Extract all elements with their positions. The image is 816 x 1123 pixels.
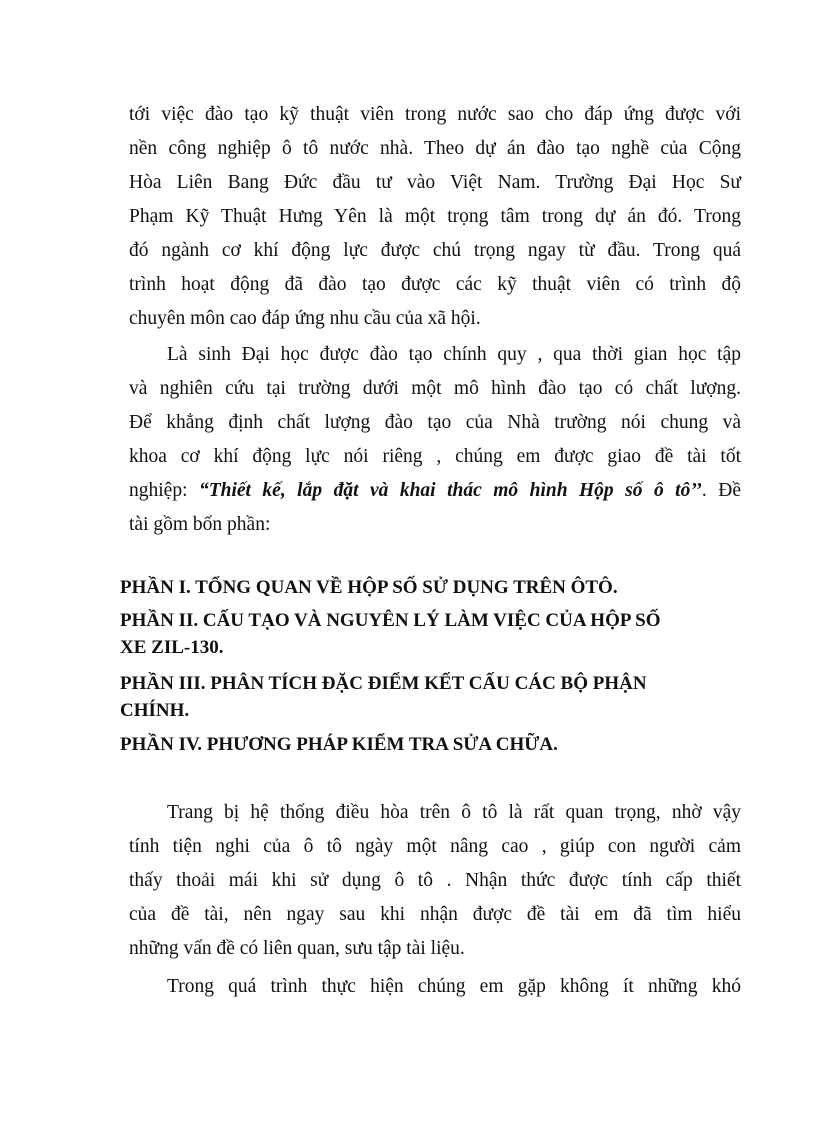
final-paragraph: [129, 970, 741, 1004]
paragraph-line: Là sinh Đại học được đào tạo chính quy , qua thời gian học tập: [167, 344, 741, 365]
intro-paragraph: [129, 98, 741, 338]
paragraph-line: Trong quá trình thực hiện chúng em gặp không ít những khó: [167, 976, 741, 997]
paragraph-line: khoa cơ khí động lực nói riêng , chúng em được giao đề tài tốt: [129, 446, 741, 467]
paragraph-line: trình hoạt động đã đào tạo được các kỹ thuật viên có trình độ: [129, 274, 741, 295]
paragraph-line: tài gồm bốn phần:: [129, 514, 271, 535]
paragraph-line: của đề tài, nên ngay sau khi nhận được đề tài em đã tìm hiểu: [129, 904, 741, 925]
paragraph-line: Phạm Kỹ Thuật Hưng Yên là một trọng tâm trong dự án đó. Trong: [129, 206, 741, 227]
paragraph-line: Trang bị hệ thống điều hòa trên ô tô là rất quan trọng, nhờ vậy: [167, 802, 741, 823]
paragraph-line: [129, 474, 741, 508]
section-heading-2-continued: XE ZIL-130.: [120, 637, 224, 658]
paragraph-line: Để khẳng định chất lượng đào tạo của Nhà trường nói chung và: [129, 412, 741, 433]
section-heading-4: PHẦN IV. PHƯƠNG PHÁP KIỂM TRA SỬA CHỮA.: [120, 734, 558, 755]
paragraph-line: những vấn đề có liên quan, sưu tập tài liệu.: [129, 938, 465, 959]
paragraph-line: tính tiện nghi của ô tô ngày một nâng cao , giúp con người cảm: [129, 836, 741, 857]
paragraph-line: chuyên môn cao đáp ứng nhu cầu của xã hội.: [129, 308, 481, 329]
student-paragraph: [129, 338, 741, 544]
section-heading-3: PHẦN III. PHÂN TÍCH ĐẶC ĐIỂM KẾT CẤU CÁC BỘ PHẬN: [120, 673, 647, 694]
line-suffix: . Đề: [701, 480, 741, 501]
section-heading-2: PHẦN II. CẤU TẠO VÀ NGUYÊN LÝ LÀM VIỆC CỦA HỘP SỐ: [120, 610, 661, 631]
line-prefix: nghiệp:: [129, 480, 199, 501]
project-title: “Thiết kế, lắp đặt và khai thác mô hình Hộp số ô tô’’: [198, 480, 702, 501]
paragraph-line: và nghiên cứu tại trường dưới một mô hình đào tạo có chất lượng.: [129, 378, 741, 399]
section-heading-3-continued: CHÍNH.: [120, 700, 190, 721]
paragraph-line: đó ngành cơ khí động lực được chú trọng ngay từ đầu. Trong quá: [129, 240, 741, 261]
paragraph-line: nền công nghiệp ô tô nước nhà. Theo dự án đào tạo nghề của Cộng: [129, 138, 741, 159]
paragraph-line: tới việc đào tạo kỹ thuật viên trong nước sao cho đáp ứng được với: [129, 104, 741, 125]
paragraph-line: Hòa Liên Bang Đức đầu tư vào Việt Nam. Trường Đại Học Sư: [129, 172, 741, 193]
aircon-paragraph: [129, 796, 741, 968]
paragraph-line: thấy thoải mái khi sử dụng ô tô . Nhận thức được tính cấp thiết: [129, 870, 741, 891]
section-heading-1: PHẦN I. TỔNG QUAN VỀ HỘP SỐ SỬ DỤNG TRÊN ÔTÔ.: [120, 577, 618, 598]
